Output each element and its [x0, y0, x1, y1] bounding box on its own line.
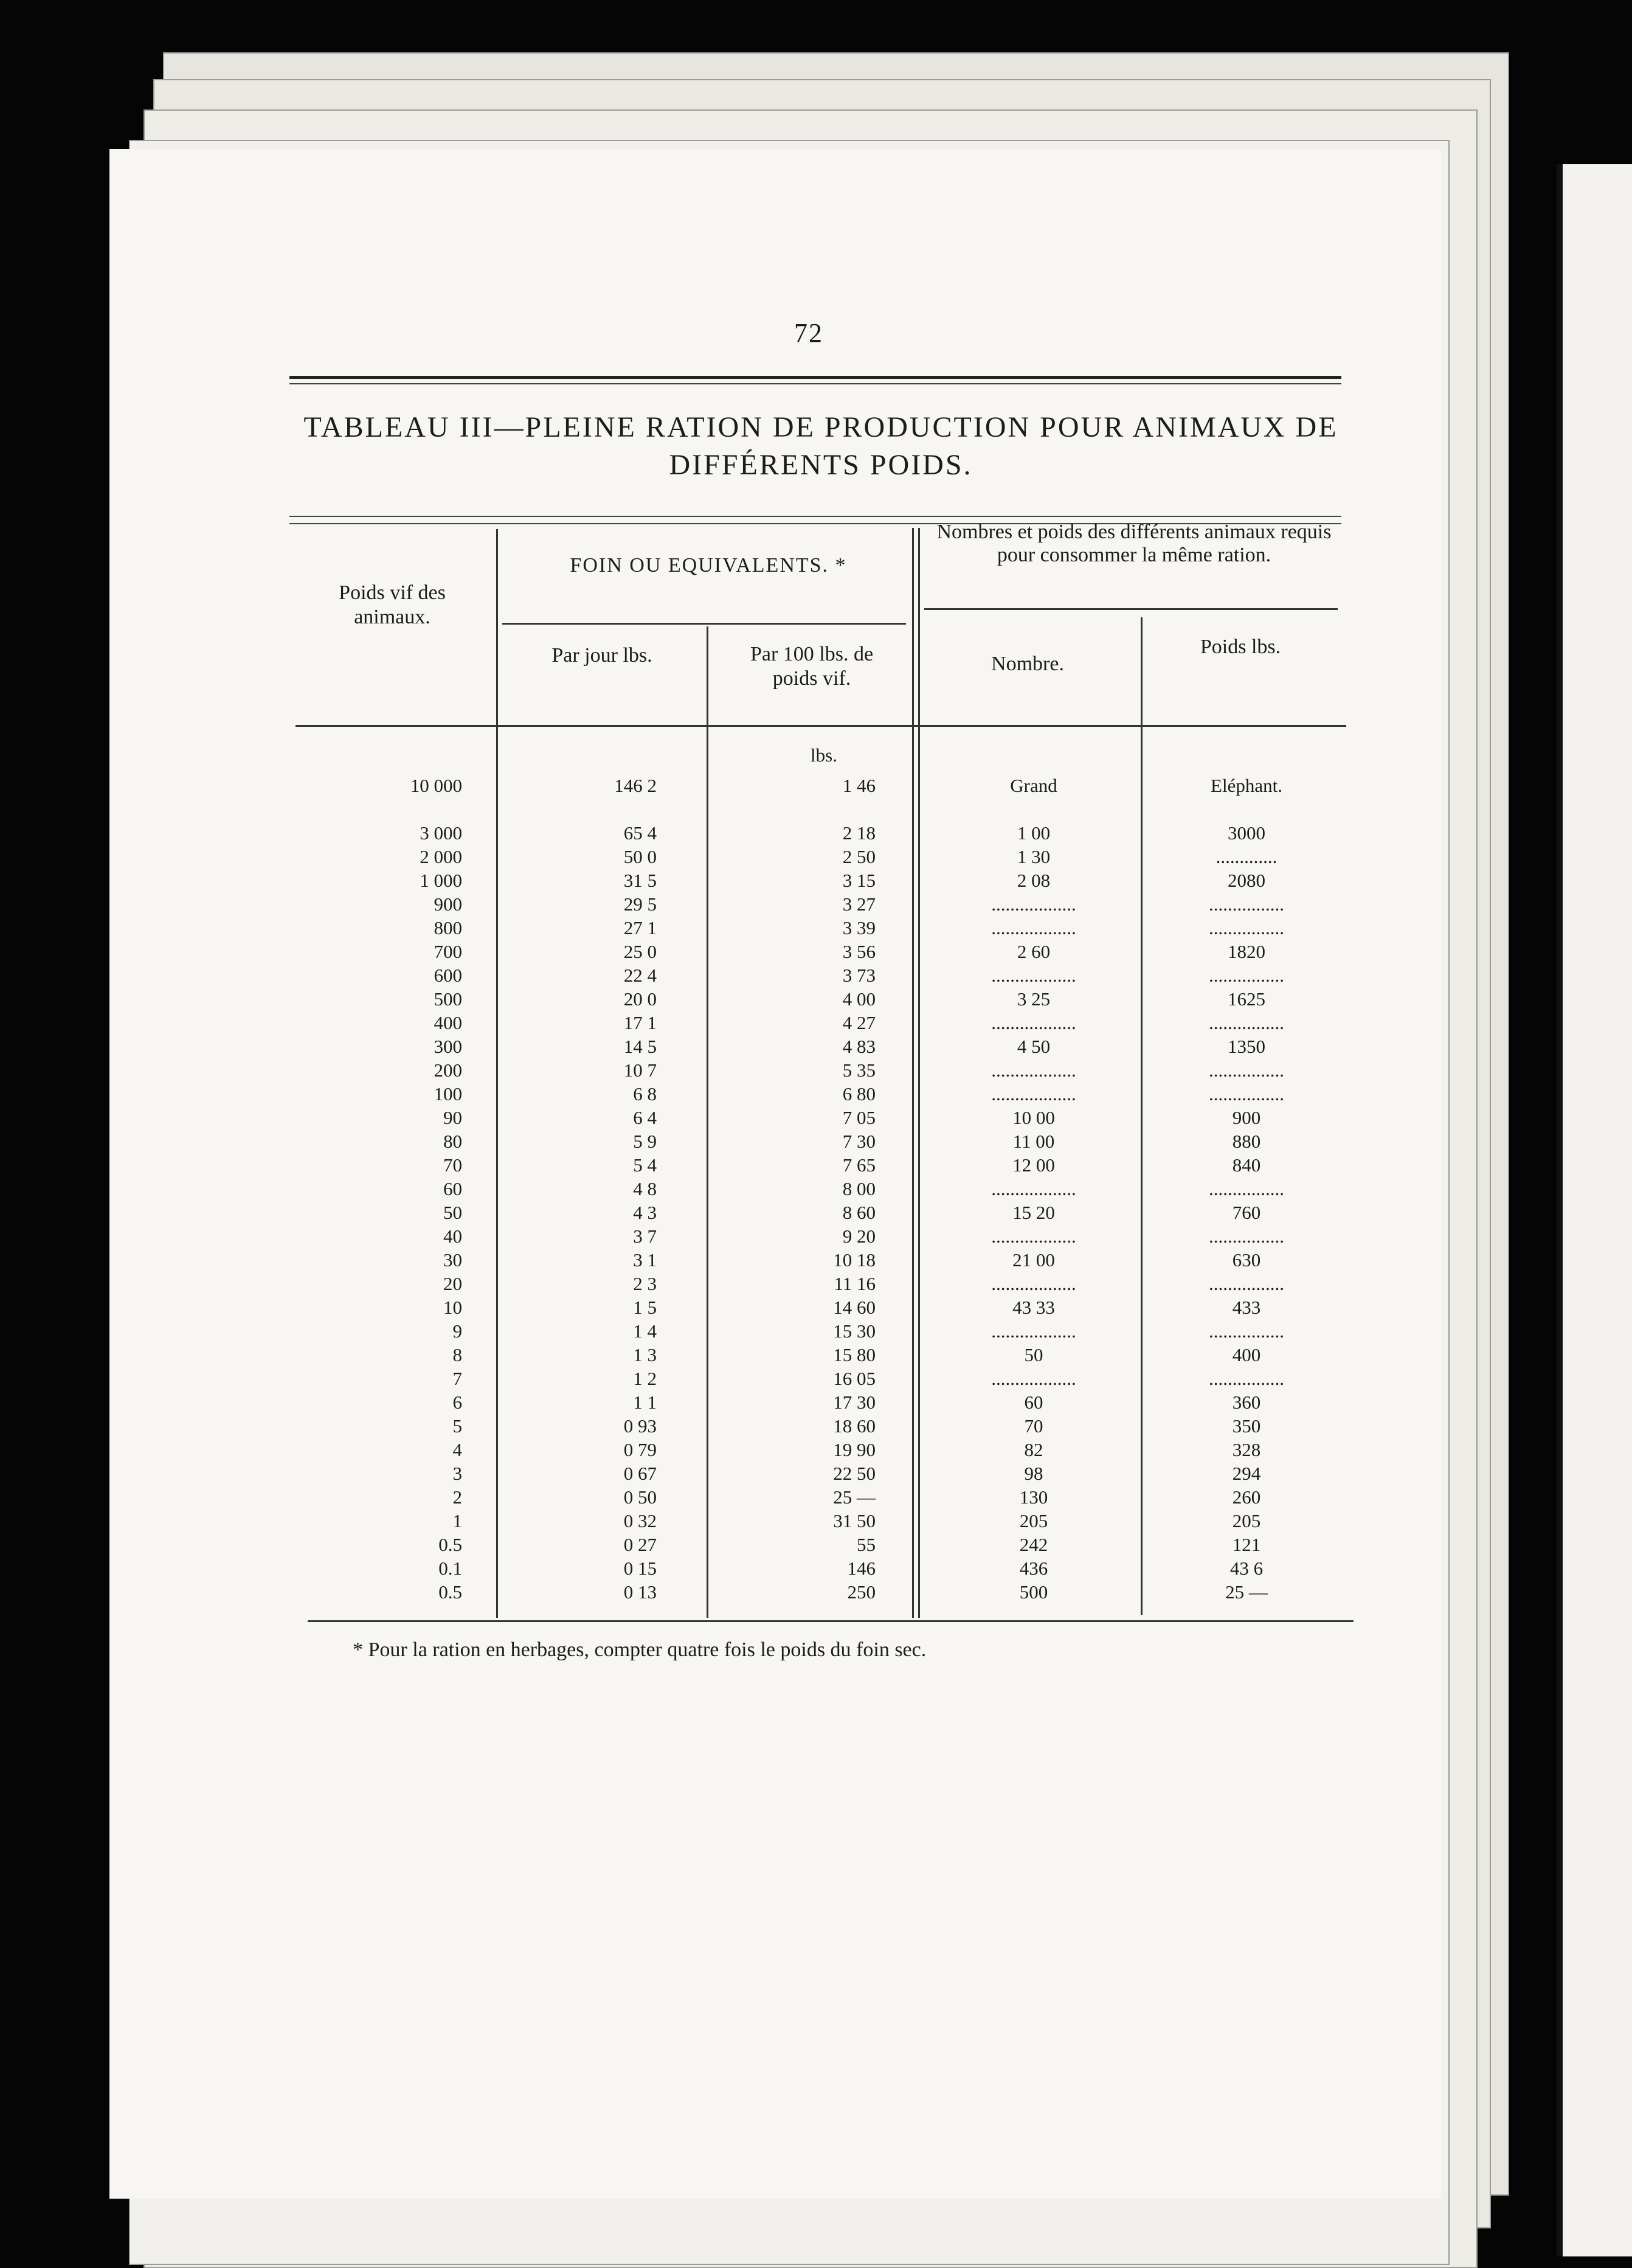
cell-par-jour: 0 27 — [623, 1534, 657, 1555]
cell-nombre: .................. — [991, 1226, 1076, 1247]
cell-poids-vif: 4 — [452, 1439, 462, 1460]
column-divider — [912, 528, 914, 1618]
cell-poids-vif: 300 — [434, 1036, 462, 1057]
column-divider — [918, 528, 920, 1618]
cell-poids-lbs: 900 — [1232, 1107, 1261, 1128]
cell-par-100: 4 00 — [842, 988, 876, 1010]
column-divider — [1141, 617, 1143, 1615]
cell-par-100: 7 05 — [842, 1107, 876, 1128]
cell-par-jour: 20 0 — [623, 988, 657, 1010]
cell-poids-vif: 100 — [434, 1083, 462, 1105]
cell-poids-lbs: 205 — [1232, 1510, 1261, 1531]
cell-par-jour: 1 4 — [633, 1320, 657, 1342]
cell-poids-vif: 1 — [452, 1510, 462, 1531]
cell-poids-vif: 2 — [452, 1486, 462, 1508]
top-rule-thin — [289, 383, 1341, 384]
cell-par-100: 5 35 — [842, 1059, 876, 1081]
cell-poids-lbs: Eléphant. — [1211, 775, 1282, 796]
cell-nombre: 4 50 — [1017, 1036, 1051, 1057]
cell-poids-lbs: ................ — [1209, 917, 1284, 938]
cell-poids-vif: 1 000 — [420, 870, 462, 891]
cell-par-100: 25 — — [833, 1486, 876, 1508]
cell-poids-vif: 10 — [443, 1297, 462, 1318]
adjacent-page — [1557, 164, 1632, 2256]
cell-poids-lbs: 294 — [1232, 1463, 1261, 1484]
cell-nombre: Grand — [1010, 775, 1057, 796]
cell-par-jour: 1 1 — [633, 1392, 657, 1413]
top-rule — [289, 376, 1341, 379]
cell-par-jour: 2 3 — [633, 1273, 657, 1294]
cell-par-jour: 0 67 — [623, 1463, 657, 1484]
cell-poids-vif: 2 000 — [420, 846, 462, 867]
header-rule — [289, 516, 1341, 517]
header-poids-lbs: Poids lbs. — [1200, 636, 1281, 658]
cell-poids-vif: 8 — [452, 1344, 462, 1365]
cell-poids-vif: 3 — [452, 1463, 462, 1484]
cell-nombre: .................. — [991, 1178, 1076, 1199]
cell-par-100: 7 65 — [842, 1154, 876, 1176]
cell-par-100: 11 16 — [834, 1273, 876, 1294]
cell-nombre: .................. — [991, 893, 1076, 915]
cell-poids-lbs: ................ — [1209, 1273, 1284, 1294]
cell-poids-vif: 20 — [443, 1273, 462, 1294]
cell-poids-lbs: ................ — [1209, 1320, 1284, 1342]
cell-nombre: .................. — [991, 1368, 1076, 1389]
cell-par-100: 14 60 — [833, 1297, 876, 1318]
cell-par-jour: 25 0 — [623, 941, 657, 962]
cell-poids-lbs: 1820 — [1228, 941, 1265, 962]
cell-poids-lbs: 2080 — [1228, 870, 1265, 891]
cell-poids-vif: 70 — [443, 1154, 462, 1176]
cell-poids-vif: 90 — [443, 1107, 462, 1128]
cell-poids-vif: 200 — [434, 1059, 462, 1081]
header-par-100: Par 100 lbs. de poids vif. — [750, 643, 874, 690]
cell-par-jour: 3 7 — [633, 1226, 657, 1247]
cell-poids-vif: 60 — [443, 1178, 462, 1199]
header-foin: FOIN OU EQUIVALENTS. * — [570, 554, 847, 577]
cell-poids-vif: 0.5 — [438, 1534, 462, 1555]
cell-par-100: 17 30 — [833, 1392, 876, 1413]
cell-nombre: 10 00 — [1012, 1107, 1055, 1128]
cell-nombre: .................. — [991, 1273, 1076, 1294]
cell-par-jour: 17 1 — [623, 1012, 657, 1033]
cell-poids-lbs: 328 — [1232, 1439, 1261, 1460]
cell-poids-lbs: ................ — [1209, 1226, 1284, 1247]
unit-label: lbs. — [811, 744, 837, 766]
cell-par-jour: 1 5 — [633, 1297, 657, 1318]
cell-nombre: 21 00 — [1012, 1249, 1055, 1271]
cell-nombre: 50 — [1024, 1344, 1043, 1365]
cell-par-100: 10 18 — [833, 1249, 876, 1271]
cell-par-100: 6 80 — [842, 1083, 876, 1105]
cell-par-100: 9 20 — [842, 1226, 876, 1247]
cell-nombre: 130 — [1019, 1486, 1048, 1508]
cell-par-100: 18 60 — [833, 1415, 876, 1437]
cell-poids-lbs: 1350 — [1228, 1036, 1265, 1057]
cell-nombre: 60 — [1024, 1392, 1043, 1413]
cell-par-jour: 0 79 — [623, 1439, 657, 1460]
cell-par-100: 146 — [847, 1558, 876, 1579]
cell-par-100: 3 39 — [842, 917, 876, 938]
cell-poids-vif: 30 — [443, 1249, 462, 1271]
cell-par-jour: 27 1 — [623, 917, 657, 938]
cell-nombre: .................. — [991, 1083, 1076, 1105]
cell-poids-vif: 40 — [443, 1226, 462, 1247]
cell-par-jour: 50 0 — [623, 846, 657, 867]
cell-poids-vif: 800 — [434, 917, 462, 938]
cell-poids-vif: 500 — [434, 988, 462, 1010]
cell-par-jour: 3 1 — [633, 1249, 657, 1271]
cell-par-jour: 10 7 — [623, 1059, 657, 1081]
cell-poids-lbs: 433 — [1232, 1297, 1261, 1318]
cell-poids-lbs: ............. — [1215, 846, 1278, 867]
cell-par-jour: 0 13 — [623, 1581, 657, 1603]
cell-par-jour: 0 93 — [623, 1415, 657, 1437]
cell-par-jour: 5 9 — [633, 1131, 657, 1152]
cell-par-100: 8 60 — [842, 1202, 876, 1223]
cell-par-jour: 0 15 — [623, 1558, 657, 1579]
cell-par-100: 15 80 — [833, 1344, 876, 1365]
cell-nombre: 205 — [1019, 1510, 1048, 1531]
cell-par-jour: 4 3 — [633, 1202, 657, 1223]
cell-poids-lbs: ................ — [1209, 965, 1284, 986]
cell-par-100: 2 50 — [842, 846, 876, 867]
cell-nombre: 3 25 — [1017, 988, 1051, 1010]
column-divider — [496, 529, 498, 1618]
cell-poids-vif: 50 — [443, 1202, 462, 1223]
cell-nombre: 242 — [1019, 1534, 1048, 1555]
cell-nombre: 1 00 — [1017, 822, 1051, 844]
cell-par-jour: 29 5 — [623, 893, 657, 915]
cell-nombre: 2 08 — [1017, 870, 1051, 891]
cell-poids-vif: 7 — [452, 1368, 462, 1389]
title-line-2: DIFFÉRENTS POIDS. — [669, 449, 973, 481]
header-nombre: Nombre. — [991, 653, 1064, 675]
cell-par-100: 31 50 — [833, 1510, 876, 1531]
cell-par-100: 4 83 — [842, 1036, 876, 1057]
cell-poids-vif: 5 — [452, 1415, 462, 1437]
cell-nombre: 11 00 — [1012, 1131, 1055, 1152]
cell-par-jour: 6 8 — [633, 1083, 657, 1105]
cell-par-100: 250 — [847, 1581, 876, 1603]
cell-par-jour: 0 32 — [623, 1510, 657, 1531]
cell-poids-lbs: 121 — [1232, 1534, 1261, 1555]
cell-poids-lbs: ................ — [1209, 893, 1284, 915]
cell-par-100: 7 30 — [842, 1131, 876, 1152]
cell-par-jour: 146 2 — [614, 775, 657, 796]
cell-par-100: 3 56 — [842, 941, 876, 962]
header-subrule — [502, 623, 906, 625]
cell-nombre: 43 33 — [1012, 1297, 1055, 1318]
cell-par-100: 16 05 — [833, 1368, 876, 1389]
cell-par-jour: 65 4 — [623, 822, 657, 844]
table-bottom-rule — [308, 1620, 1354, 1622]
cell-par-100: 15 30 — [833, 1320, 876, 1342]
cell-par-100: 1 46 — [842, 775, 876, 796]
cell-nombre: 12 00 — [1012, 1154, 1055, 1176]
cell-nombre: 98 — [1024, 1463, 1043, 1484]
title-line-1: TABLEAU III—PLEINE RATION DE PRODUCTION POUR ANIMAUX DE — [303, 411, 1338, 443]
cell-poids-vif: 9 — [452, 1320, 462, 1342]
cell-poids-vif: 80 — [443, 1131, 462, 1152]
cell-poids-lbs: 260 — [1232, 1486, 1261, 1508]
cell-par-100: 3 27 — [842, 893, 876, 915]
cell-par-jour: 5 4 — [633, 1154, 657, 1176]
cell-par-jour: 1 2 — [633, 1368, 657, 1389]
cell-nombre: 436 — [1019, 1558, 1048, 1579]
cell-par-100: 3 73 — [842, 965, 876, 986]
cell-nombre: 82 — [1024, 1439, 1043, 1460]
cell-par-jour: 0 50 — [623, 1486, 657, 1508]
cell-par-jour: 4 8 — [633, 1178, 657, 1199]
cell-nombre: .................. — [991, 1059, 1076, 1081]
cell-nombre: 1 30 — [1017, 846, 1051, 867]
cell-par-100: 8 00 — [842, 1178, 876, 1199]
cell-poids-vif: 600 — [434, 965, 462, 986]
header-par-jour: Par jour lbs. — [551, 644, 652, 667]
cell-par-100: 4 27 — [842, 1012, 876, 1033]
cell-poids-lbs: ................ — [1209, 1083, 1284, 1105]
cell-poids-vif: 0.1 — [438, 1558, 462, 1579]
cell-poids-lbs: ................ — [1209, 1178, 1284, 1199]
cell-nombre: 500 — [1019, 1581, 1048, 1603]
header-bottom-rule — [296, 725, 1346, 727]
cell-poids-lbs: 760 — [1232, 1202, 1261, 1223]
cell-poids-vif: 700 — [434, 941, 462, 962]
cell-poids-lbs: 630 — [1232, 1249, 1261, 1271]
cell-par-100: 22 50 — [833, 1463, 876, 1484]
header-subrule — [924, 608, 1338, 610]
cell-nombre: .................. — [991, 1012, 1076, 1033]
cell-nombre: .................. — [991, 1320, 1076, 1342]
cell-nombre: 15 20 — [1012, 1202, 1055, 1223]
cell-poids-lbs: ................ — [1209, 1012, 1284, 1033]
cell-poids-lbs: 3000 — [1228, 822, 1265, 844]
cell-poids-lbs: 360 — [1232, 1392, 1261, 1413]
cell-poids-vif: 400 — [434, 1012, 462, 1033]
cell-par-jour: 22 4 — [623, 965, 657, 986]
cell-poids-lbs: 25 — — [1225, 1581, 1268, 1603]
column-divider — [707, 626, 708, 1618]
cell-nombre: 2 60 — [1017, 941, 1051, 962]
cell-par-100: 2 18 — [842, 822, 876, 844]
cell-poids-vif: 10 000 — [410, 775, 462, 796]
cell-poids-lbs: ................ — [1209, 1059, 1284, 1081]
cell-par-100: 55 — [857, 1534, 876, 1555]
cell-poids-vif: 6 — [452, 1392, 462, 1413]
cell-poids-lbs: ................ — [1209, 1368, 1284, 1389]
cell-par-jour: 14 5 — [623, 1036, 657, 1057]
cell-poids-vif: 900 — [434, 893, 462, 915]
cell-par-100: 19 90 — [833, 1439, 876, 1460]
cell-par-jour: 31 5 — [623, 870, 657, 891]
header-nombres-poids: Nombres et poids des différents animaux requis pour consommer la même ration. — [936, 521, 1332, 566]
cell-par-jour: 1 3 — [633, 1344, 657, 1365]
cell-poids-lbs: 400 — [1232, 1344, 1261, 1365]
cell-poids-lbs: 1625 — [1228, 988, 1265, 1010]
cell-poids-lbs: 43 6 — [1229, 1558, 1264, 1579]
page-number: 72 — [794, 318, 823, 348]
cell-nombre: 70 — [1024, 1415, 1043, 1437]
footnote: * Pour la ration en herbages, compter quatre fois le poids du foin sec. — [353, 1639, 927, 1661]
cell-par-100: 3 15 — [842, 870, 876, 891]
cell-par-jour: 6 4 — [633, 1107, 657, 1128]
cell-poids-lbs: 840 — [1232, 1154, 1261, 1176]
cell-poids-vif: 0.5 — [438, 1581, 462, 1603]
table-title — [286, 409, 1356, 484]
cell-nombre: .................. — [991, 965, 1076, 986]
header-poids-vif: Poids vif des animaux. — [339, 581, 446, 628]
cell-poids-vif: 3 000 — [420, 822, 462, 844]
cell-poids-lbs: 350 — [1232, 1415, 1261, 1437]
cell-poids-lbs: 880 — [1232, 1131, 1261, 1152]
cell-nombre: .................. — [991, 917, 1076, 938]
